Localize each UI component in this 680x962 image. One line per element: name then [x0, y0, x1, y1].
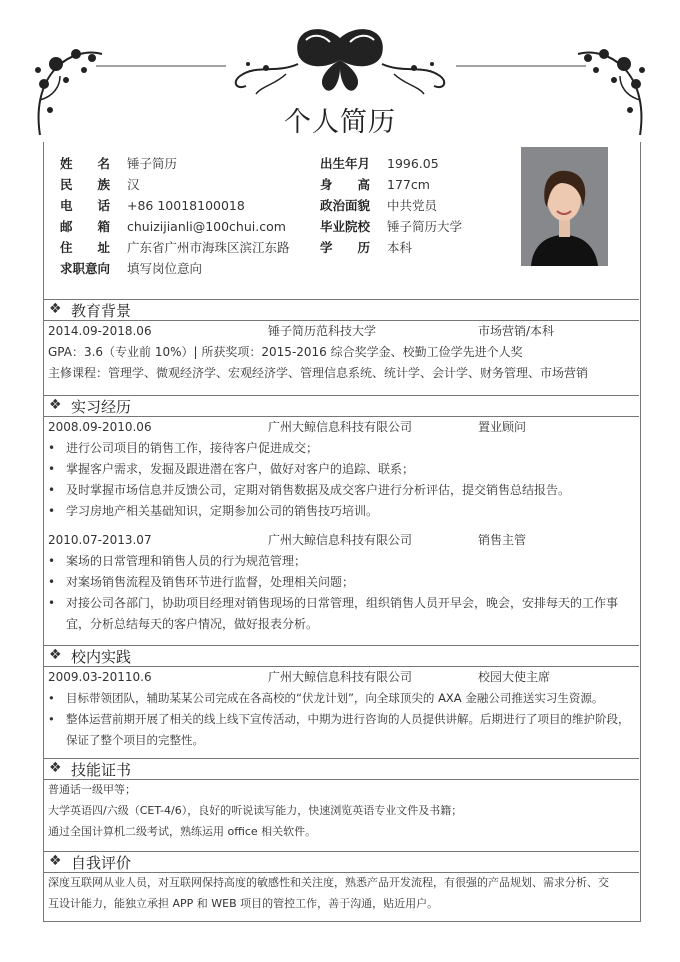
education-school: 锤子简历范科技大学: [268, 324, 377, 338]
job-company: 广州大鲸信息科技有限公司: [268, 420, 413, 434]
phone-label: 电 话: [60, 198, 111, 213]
campus-role: 校园大使主席: [478, 670, 551, 684]
personal-info-right: [320, 153, 462, 258]
campus-period: 2009.03-20110.6: [48, 670, 152, 684]
intent-value: 填写岗位意向: [127, 261, 203, 276]
portrait-icon: [521, 147, 608, 266]
education-courses: 主修课程：管理学、微观经济学、宏观经济学、管理信息系统、统计学、会计学、财务管理、市场营销: [48, 366, 589, 380]
school-value: 锤子简历大学: [387, 219, 463, 234]
job-period: 2010.07-2013.07: [48, 533, 152, 547]
email-value: chuizijianli@100chui.com: [127, 219, 286, 234]
address-label: 住 址: [60, 240, 111, 255]
job-company: 广州大鲸信息科技有限公司: [268, 533, 413, 547]
skill-item: 普通话一级甲等；: [48, 783, 136, 796]
phone-value: +86 10018100018: [127, 198, 245, 213]
section-bullet-icon: ❖: [49, 647, 62, 663]
section-title: 教育背景: [71, 302, 132, 320]
education-major: 市场营销/本科: [478, 324, 555, 338]
birth-value: 1996.05: [387, 156, 439, 171]
politics-label: 政治面貌: [320, 198, 371, 213]
section-bullet-icon: ❖: [49, 853, 62, 869]
page-title: 个人简历: [284, 107, 396, 138]
education-gpa: GPA：3.6（专业前 10%）| 所获奖项：2015-2016 综合奖学金、校勤工俭学先进个人奖: [48, 345, 523, 359]
section-self-header: [43, 851, 639, 873]
name-value: 锤子简历: [127, 156, 178, 171]
section-bullet-icon: ❖: [49, 760, 62, 776]
degree-value: 本科: [387, 240, 413, 255]
ethnicity-label: 民 族: [60, 177, 111, 192]
intent-label: 求职意向: [60, 261, 111, 276]
job-period: 2008.09-2010.06: [48, 420, 152, 434]
ethnicity-value: 汉: [127, 177, 140, 192]
section-title: 实习经历: [71, 398, 132, 416]
height-value: 177cm: [387, 177, 430, 192]
section-skills-header: [43, 758, 639, 780]
job-role: 销售主管: [478, 533, 527, 547]
personal-info-left: [60, 153, 290, 279]
profile-photo: [521, 147, 608, 266]
degree-label: 学 历: [320, 240, 371, 255]
section-title: 校内实践: [71, 648, 132, 666]
skill-item: 大学英语四/六级（CET-4/6），良好的听说读写能力，快速浏览英语专业文件及书籍；: [48, 804, 463, 817]
butterfly-ornament: [226, 24, 454, 100]
height-label: 身 高: [320, 177, 371, 192]
section-bullet-icon: ❖: [49, 301, 62, 317]
campus-company: 广州大鲸信息科技有限公司: [268, 670, 413, 684]
birth-label: 出生年月: [320, 156, 371, 171]
section-title: 自我评价: [71, 854, 132, 872]
job-role: 置业顾问: [478, 420, 527, 434]
school-label: 毕业院校: [320, 219, 371, 234]
section-campus-header: [43, 645, 639, 667]
email-label: 邮 箱: [60, 219, 111, 234]
section-bullet-icon: ❖: [49, 397, 62, 413]
section-title: 技能证书: [71, 761, 132, 779]
address-value: 广东省广州市海珠区滨江东路: [127, 240, 290, 255]
self-eval-line: 互设计能力，能独立承担 APP 和 WEB 项目的管控工作，善于沟通，贴近用户。: [48, 897, 439, 910]
self-eval-line: 深度互联网从业人员，对互联网保持高度的敏感性和关注度，熟悉产品开发流程，有很强的产品规划、需求分析、交: [48, 876, 609, 889]
skill-item: 通过全国计算机二级考试，熟练运用 office 相关软件。: [48, 825, 317, 838]
section-internship-header: [43, 395, 639, 417]
politics-value: 中共党员: [387, 198, 438, 213]
section-education-header: [43, 299, 639, 321]
name-label: 姓 名: [60, 156, 111, 171]
education-period: 2014.09-2018.06: [48, 324, 152, 338]
